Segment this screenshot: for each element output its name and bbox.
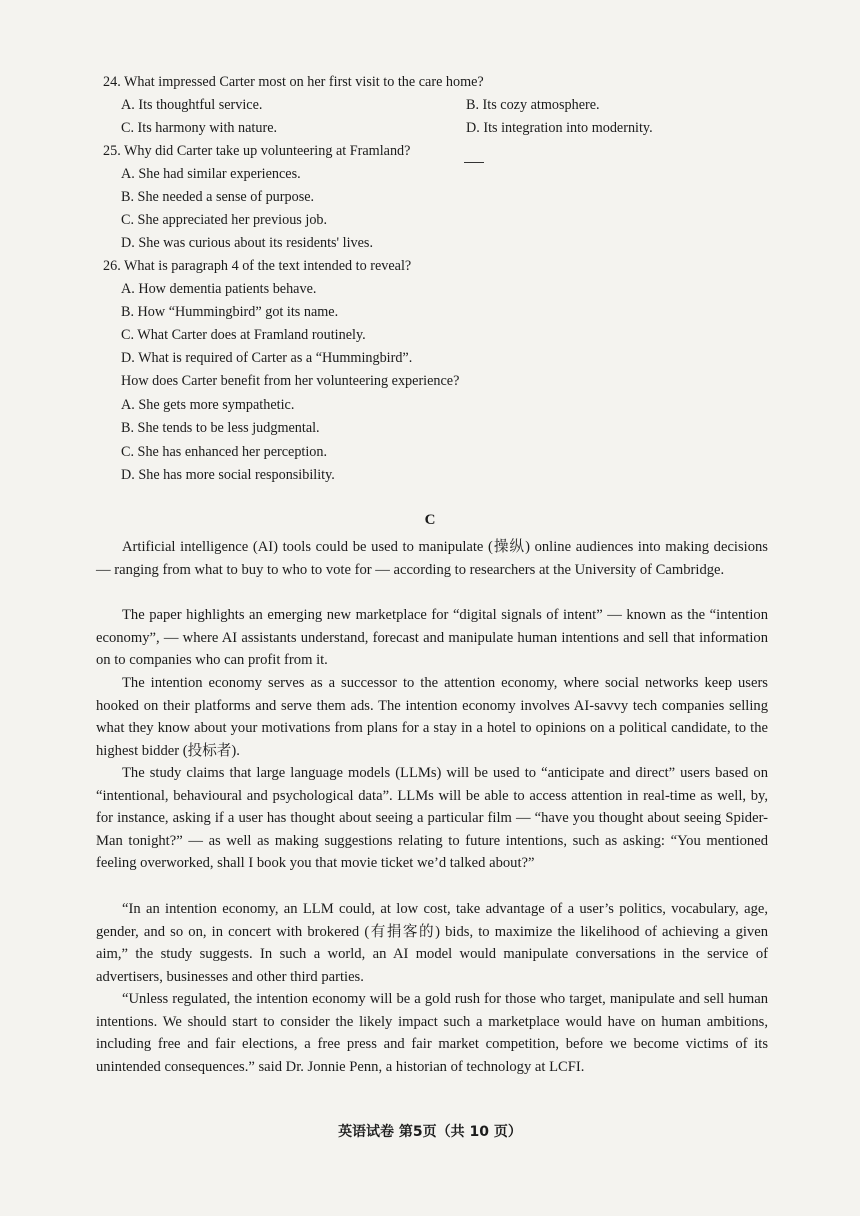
question-26-option-b: B. How “Hummingbird” got its name.	[121, 304, 339, 320]
question-26-option-c: C. What Carter does at Framland routinely.	[121, 327, 366, 343]
passage-paragraph-5: “In an intention economy, an LLM could, at low cost, take advantage of a user’s politics, vocabulary, age, gender, and so on, in concert with brokered (有捐客的) bids, to maximize the likelihood of achieving a given aim,” the study suggests. In such a world, an AI model would manipulate conversations in the service of advertisers, businesses and other third parties.	[96, 901, 768, 985]
question-27-option-c: C. She has enhanced her perception.	[121, 444, 328, 460]
question-25-option-b: B. She needed a sense of purpose.	[121, 189, 315, 205]
question-24-stem: 24. What impressed Carter most on her first visit to the care home?	[103, 74, 484, 90]
question-24-option-a: A. Its thoughtful service.	[121, 97, 263, 113]
question-26-option-d: D. What is required of Carter as a “Hummingbird”.	[121, 350, 413, 366]
question-24-option-b: B. Its cozy atmosphere.	[466, 97, 600, 113]
passage-paragraph-4: The study claims that large language models (LLMs) will be used to “anticipate and direct” users based on “intentional, behavioural and psychological data”. LLMs will be able to access attention in real-time as well, by, for instance, asking if a user has thought about seeing a particular film — “have you thought about seeing Spider-Man tonight?” — as well as making suggestions relating to future intentions, such as asking: “You mentioned feeling overworked, shall I book you that movie ticket we’d talked about?”	[96, 765, 768, 872]
question-25-option-c: C. She appreciated her previous job.	[121, 212, 328, 228]
question-26-stem: 26. What is paragraph 4 of the text intended to reveal?	[103, 258, 412, 274]
question-27-stem: How does Carter benefit from her volunteering experience?	[121, 373, 460, 389]
question-24-option-c: C. Its harmony with nature.	[121, 120, 278, 136]
question-26-option-a: A. How dementia patients behave.	[121, 281, 317, 297]
section-title: C	[424, 512, 436, 528]
question-25-option-d: D. She was curious about its residents' lives.	[121, 235, 373, 251]
question-24-option-d: D. Its integration into modernity.	[466, 120, 653, 136]
passage-paragraph-1: Artificial intelligence (AI) tools could be used to manipulate (操纵) online audiences into making decisions — ranging from what to buy to who to vote for — according to researchers at the University of Cambridge.	[96, 539, 768, 578]
stray-dash-mark	[464, 162, 484, 163]
passage-paragraph-6: “Unless regulated, the intention economy will be a gold rush for those who target, manipulate and sell human intentions. We should start to consider the likely impact such a marketplace would have on human ambitions, including free and fair elections, a free press and fair market competition, before we become victims of its unintended consequences.” said Dr. Jonnie Penn, a historian of technology at LCFI.	[96, 991, 768, 1075]
passage-paragraph-2: The paper highlights an emerging new marketplace for “digital signals of intent” — known as the “intention economy”, — where AI assistants understand, forecast and manipulate human intentions and sell that information on to companies who can profit from it.	[96, 607, 768, 669]
question-27-option-a: A. She gets more sympathetic.	[121, 397, 295, 413]
question-25-stem: 25. Why did Carter take up volunteering at Framland?	[103, 143, 411, 159]
question-27-option-d: D. She has more social responsibility.	[121, 467, 335, 483]
passage-paragraph-3: The intention economy serves as a successor to the attention economy, where social networks keep users hooked on their platforms and serve them ads. The intention economy involves AI-savvy tech companies selling what they know about your motivations from plans for a stay in a hotel to opinions on a political candidate, to the highest bidder (投标者).	[96, 675, 768, 759]
question-25-option-a: A. She had similar experiences.	[121, 166, 301, 182]
page-footer: 英语试卷 第5页（共 10 页）	[338, 1124, 522, 1140]
question-27-option-b: B. She tends to be less judgmental.	[121, 420, 320, 436]
